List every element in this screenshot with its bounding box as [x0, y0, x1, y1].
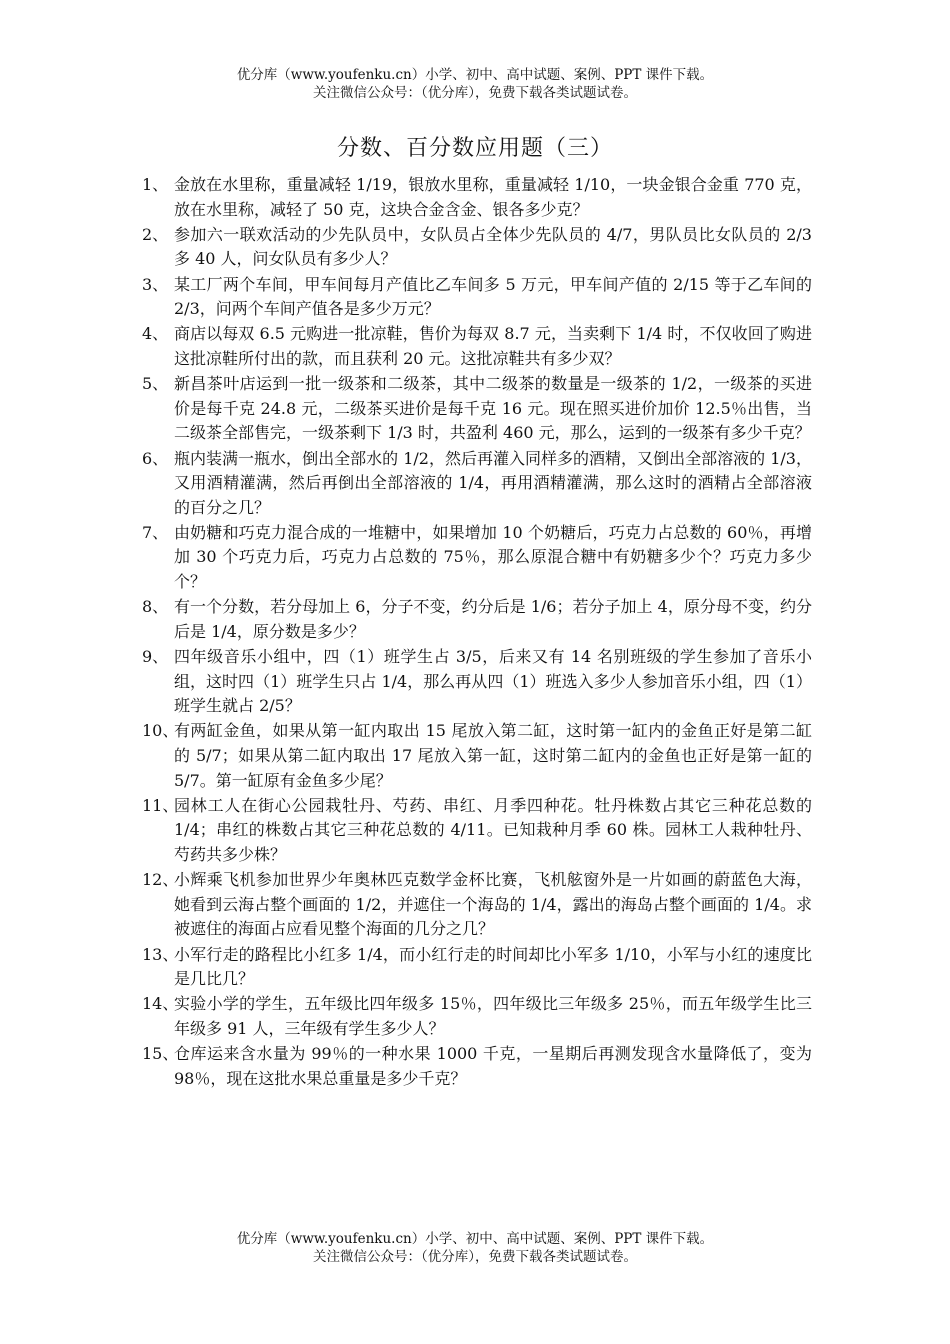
question-text: 金放在水里称，重量减轻 1/19，银放水里称，重量减轻 1/10，一块金银合金重 770 克，放在水里称，减轻了 50 克，这块合金含金、银各多少克？ [174, 175, 812, 219]
question-text: 某工厂两个车间，甲车间每月产值比乙车间多 5 万元，甲车间产值的 2/15 等于乙车间的 2/3，问两个车间产值各是多少万元？ [174, 274, 812, 319]
question-text: 小辉乘飞机参加世界少年奥林匹克数学金杯比赛，飞机舷窗外是一片如画的蔚蓝色大海，她看到云海占整个画面的 1/2，并遮住一个海岛的 1/4，露出的海岛占整个画面的 1/4。求被遮住的海面占应看见整个海面的几分之几？ [174, 870, 812, 939]
question-item [142, 521, 812, 595]
question-number: 11、 [142, 795, 179, 815]
question-number: 6、 [142, 448, 169, 468]
question-text: 小军行走的路程比小红多 1/4，而小红行走的时间却比小军多 1/10，小军与小红的速度比是几比几？ [174, 944, 812, 989]
question-number: 12、 [142, 870, 179, 890]
footer-line-2: 关注微信公众号：（优分库），免费下载各类试题试卷。 [313, 1249, 637, 1265]
question-item [142, 868, 812, 942]
question-number: 10、 [142, 721, 179, 741]
page-title: 分数、百分数应用题（三） [336, 136, 613, 161]
question-text: 有两缸金鱼，如果从第一缸内取出 15 尾放入第二缸，这时第一缸内的金鱼正好是第二缸的 5/7；如果从第二缸内取出 17 尾放入第一缸，这时第二缸内的金鱼也正好是第一缸的 5/7。第一缸原有金鱼多少尾？ [174, 721, 812, 790]
question-item [142, 372, 812, 446]
question-text: 由奶糖和巧克力混合成的一堆糖中，如果增加 10 个奶糖后，巧克力占总数的 60％，再增加 30 个巧克力后，巧克力占总数的 75％，那么原混合糖中有奶糖多少个？巧克力多少个？ [174, 522, 812, 592]
question-item [142, 645, 812, 719]
question-number: 3、 [142, 274, 169, 294]
question-text: 商店以每双 6.5 元购进一批凉鞋，售价为每双 8.7 元，当卖剩下 1/4 时，不仅收回了购进这批凉鞋所付出的款，而且获利 20 元。这批凉鞋共有多少双？ [174, 324, 812, 368]
question-text: 园林工人在街心公园栽牡丹、芍药、串红、月季四种花。牡丹株数占其它三种花总数的 1/4；串红的株数占其它三种花总数的 4/11。已知栽种月季 60 株。园林工人栽种牡丹、芍药共多少株？ [174, 795, 812, 864]
question-text: 仓库运来含水量为 99％的一种水果 1000 千克，一星期后再测发现含水量降低了，变为 98％，现在这批水果总重量是多少千克？ [174, 1044, 812, 1088]
question-item [142, 273, 812, 322]
header-line-1: 优分库（www.youfenku.cn）小学、初中、高中试题、案例、PPT 课件下载。 [236, 67, 714, 83]
page-header [0, 66, 950, 102]
question-text: 有一个分数，若分母加上 6，分子不变，约分后是 1/6；若分子加上 4，原分母不变，约分后是 1/4，原分数是多少？ [174, 597, 812, 641]
question-text: 参加六一联欢活动的少先队员中，女队员占全体少先队员的 4/7，男队员比女队员的 2/3 多 40 人，问女队员有多少人？ [174, 224, 812, 269]
header-line-2: 关注微信公众号：（优分库），免费下载各类试题试卷。 [313, 85, 637, 101]
question-text: 四年级音乐小组中，四（1）班学生占 3/5，后来又有 14 名别班级的学生参加了音乐小组，这时四（1）班学生只占 1/4，那么再从四（1）班选入多少人参加音乐小组，四（1）班学生就占 2/5？ [174, 647, 812, 716]
question-item [142, 943, 812, 992]
page-footer [0, 1230, 950, 1266]
question-number: 4、 [142, 324, 169, 344]
question-number: 14、 [142, 994, 179, 1014]
question-list [142, 173, 812, 1092]
question-item [142, 447, 812, 521]
question-item [142, 794, 812, 868]
question-item [142, 322, 812, 371]
question-number: 7、 [142, 522, 169, 542]
question-number: 9、 [142, 647, 169, 667]
question-item [142, 992, 812, 1041]
question-item [142, 223, 812, 272]
question-item [142, 595, 812, 644]
footer-line-1: 优分库（www.youfenku.cn）小学、初中、高中试题、案例、PPT 课件下载。 [236, 1231, 714, 1247]
question-number: 5、 [142, 374, 169, 394]
question-item [142, 1042, 812, 1091]
question-text: 实验小学的学生，五年级比四年级多 15％，四年级比三年级多 25％，而五年级学生比三年级多 91 人，三年级有学生多少人？ [174, 994, 812, 1038]
question-item [142, 173, 812, 222]
question-text: 瓶内装满一瓶水，倒出全部水的 1/2，然后再灌入同样多的酒精，又倒出全部溶液的 1/3，又用酒精灌满，然后再倒出全部溶液的 1/4，再用酒精灌满，那么这时的酒精占全部溶液的百分之几？ [174, 448, 812, 517]
question-number: 1、 [142, 175, 169, 194]
question-number: 2、 [142, 224, 169, 244]
question-number: 15、 [142, 1044, 179, 1064]
question-number: 13、 [142, 944, 179, 964]
question-text: 新昌茶叶店运到一批一级茶和二级茶，其中二级茶的数量是一级茶的 1/2，一级茶的买进价是每千克 24.8 元，二级茶买进价是每千克 16 元。现在照买进价加价 12.5％出售，当二级茶全部售完，一级茶剩下 1/3 时，共盈利 460 元，那么，运到的一级茶有多少千克？ [174, 374, 812, 443]
question-item [142, 719, 812, 793]
question-number: 8、 [142, 597, 169, 617]
